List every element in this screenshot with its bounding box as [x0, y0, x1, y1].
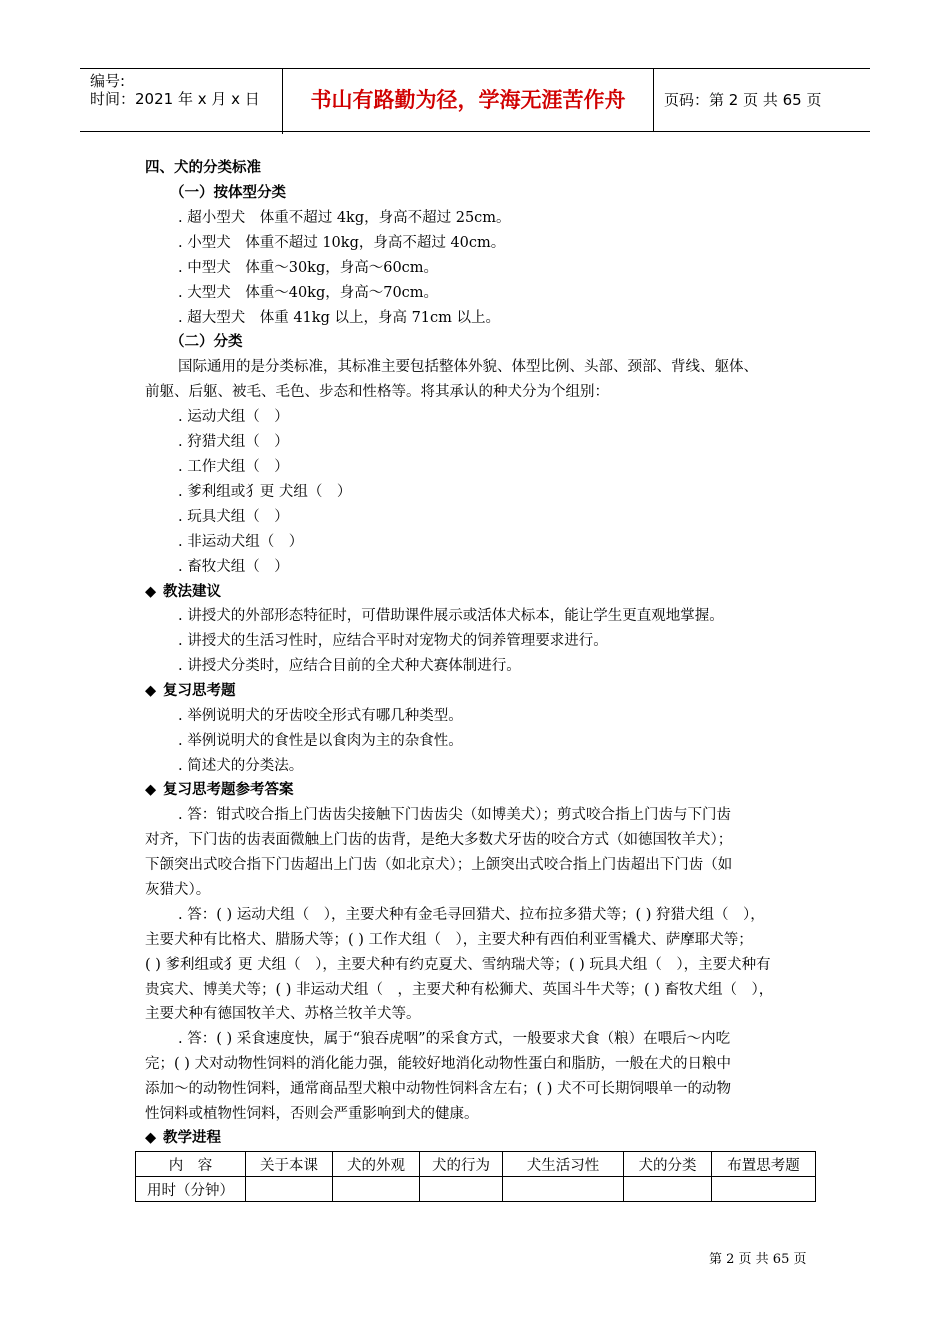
answer-line: . 答：( ) 采食速度快，属于“狼吞虎咽”的采食方式，一般要求犬食（粮）在喂后～内吃: [178, 1031, 731, 1047]
progress-heading: ◆ 教学进程: [145, 1130, 221, 1146]
teaching-heading: ◆ 教法建议: [145, 584, 221, 600]
table-cell: [503, 1177, 624, 1202]
diamond-bullet-icon: ◆: [145, 584, 157, 600]
teaching-item: . 讲授犬的外部形态特征时，可借助课件展示或活体犬标本，能让学生更直观地掌握。: [178, 608, 724, 624]
diamond-bullet-icon: ◆: [145, 683, 157, 699]
review-item: . 简述犬的分类法。: [178, 758, 304, 774]
page-footer: 第 2 页 共 65 页: [709, 1252, 807, 1267]
table-cell: [420, 1177, 503, 1202]
review-heading: ◆ 复习思考题: [145, 683, 236, 699]
answer-line: 性饲料或植物性饲料，否则会严重影响到犬的健康。: [145, 1106, 479, 1122]
table-header-cell: 内 容: [136, 1152, 246, 1177]
date-label: 时间：2021 年 x 月 x 日: [90, 90, 260, 108]
size-item: . 中型犬 体重～30kg，身高～60cm。: [178, 260, 439, 276]
answers-heading: ◆ 复习思考题参考答案: [145, 782, 294, 798]
group-item: . 非运动犬组（ ）: [178, 534, 304, 550]
header-page-label: 页码：第 2 页 共 65 页: [664, 91, 822, 109]
group-item: . 狩猎犬组（ ）: [178, 434, 289, 450]
answer-line: 贵宾犬、博美犬等；( ) 非运动犬组（ ，主要犬种有松狮犬、英国斗牛犬等；( ) 畜牧犬组（ ），: [145, 982, 774, 998]
table-cell: [712, 1177, 816, 1202]
diamond-bullet-icon: ◆: [145, 1130, 157, 1146]
answer-line: 主要犬种有比格犬、腊肠犬等；( ) 工作犬组（ ），主要犬种有西伯利亚雪橇犬、萨摩耶犬等；: [145, 932, 753, 948]
answer-line: 下颌突出式咬合指下门齿超出上门齿（如北京犬）；上颌突出式咬合指上门齿超出下门齿（如: [145, 857, 733, 873]
table-header-cell: 犬的分类: [624, 1152, 712, 1177]
diamond-bullet-icon: ◆: [145, 782, 157, 798]
group-item: . 工作犬组（ ）: [178, 459, 289, 475]
teaching-item: . 讲授犬的生活习性时，应结合平时对宠物犬的饲养管理要求进行。: [178, 633, 608, 649]
section-title: 四、犬的分类标准: [145, 160, 261, 176]
group-item: . 玩具犬组（ ）: [178, 509, 289, 525]
page-header: [80, 68, 870, 132]
table-header-cell: 犬生活习性: [503, 1152, 624, 1177]
progress-table: [135, 1151, 816, 1202]
answer-line: . 答：( ) 运动犬组（ ），主要犬种有金毛寻回猎犬、拉布拉多猎犬等；( ) 狩猎犬组（ ），: [178, 907, 765, 923]
intro-line: 国际通用的是分类标准，其标准主要包括整体外貌、体型比例、头部、颈部、背线、躯体、: [178, 359, 758, 375]
intro-line: 前躯、后躯、被毛、毛色、步态和性格等。将其承认的种犬分为个组别：: [145, 384, 609, 400]
header-info-cell: [80, 69, 283, 134]
review-item: . 举例说明犬的食性是以食肉为主的杂食性。: [178, 733, 463, 749]
table-header-cell: 犬的外观: [333, 1152, 420, 1177]
header-motto: 书山有路勤为径，学海无涯苦作舟: [283, 69, 654, 131]
answer-line: 灰猎犬）。: [145, 882, 211, 898]
answer-line: 对齐，下门齿的齿表面微触上门齿的齿背，是绝大多数犬牙齿的咬合方式（如德国牧羊犬）；: [145, 832, 733, 848]
size-item: . 超小型犬 体重不超过 4kg，身高不超过 25cm。: [178, 210, 511, 226]
answer-line: 主要犬种有德国牧羊犬、苏格兰牧羊犬等。: [145, 1006, 421, 1022]
size-item: . 大型犬 体重～40kg，身高～70cm。: [178, 285, 439, 301]
table-cell: [246, 1177, 333, 1202]
row-label-cell: 用时（分钟）: [136, 1177, 246, 1202]
group-item: . 运动犬组（ ）: [178, 409, 289, 425]
table-cell: [333, 1177, 420, 1202]
number-label: 编号:: [90, 72, 126, 90]
table-header-cell: 关于本课: [246, 1152, 333, 1177]
answer-line: 完；( ) 犬对动物性饲料的消化能力强，能较好地消化动物性蛋白和脂肪，一般在犬的日粮中: [145, 1056, 732, 1072]
table-cell: [624, 1177, 712, 1202]
group-item: . 畜牧犬组（ ）: [178, 559, 289, 575]
subheading-classification: （二）分类: [170, 334, 243, 350]
table-header-row: [136, 1152, 816, 1177]
table-header-cell: 犬的行为: [420, 1152, 503, 1177]
answer-line: . 答：钳式咬合指上门齿齿尖接触下门齿齿尖（如博美犬）；剪式咬合指上门齿与下门齿: [178, 807, 731, 823]
teaching-item: . 讲授犬分类时，应结合目前的全犬种犬赛体制进行。: [178, 658, 521, 674]
answer-line: ( ) 爹利组或犭更 犬组（ ），主要犬种有约克夏犬、雪纳瑞犬等；( ) 玩具犬组（ ），主要犬种有: [145, 957, 771, 973]
table-row: [136, 1177, 816, 1202]
group-item: . 爹利组或犭更 犬组（ ）: [178, 484, 352, 500]
review-item: . 举例说明犬的牙齿咬全形式有哪几种类型。: [178, 708, 463, 724]
table-header-cell: 布置思考题: [712, 1152, 816, 1177]
size-item: . 小型犬 体重不超过 10kg，身高不超过 40cm。: [178, 235, 506, 251]
subheading-size: （一）按体型分类: [170, 185, 286, 201]
size-item: . 超大型犬 体重 41kg 以上，身高 71cm 以上。: [178, 310, 500, 326]
answer-line: 添加～的动物性饲料，通常商品型犬粮中动物性饲料含左右；( ) 犬不可长期饲喂单一的动物: [145, 1081, 732, 1097]
